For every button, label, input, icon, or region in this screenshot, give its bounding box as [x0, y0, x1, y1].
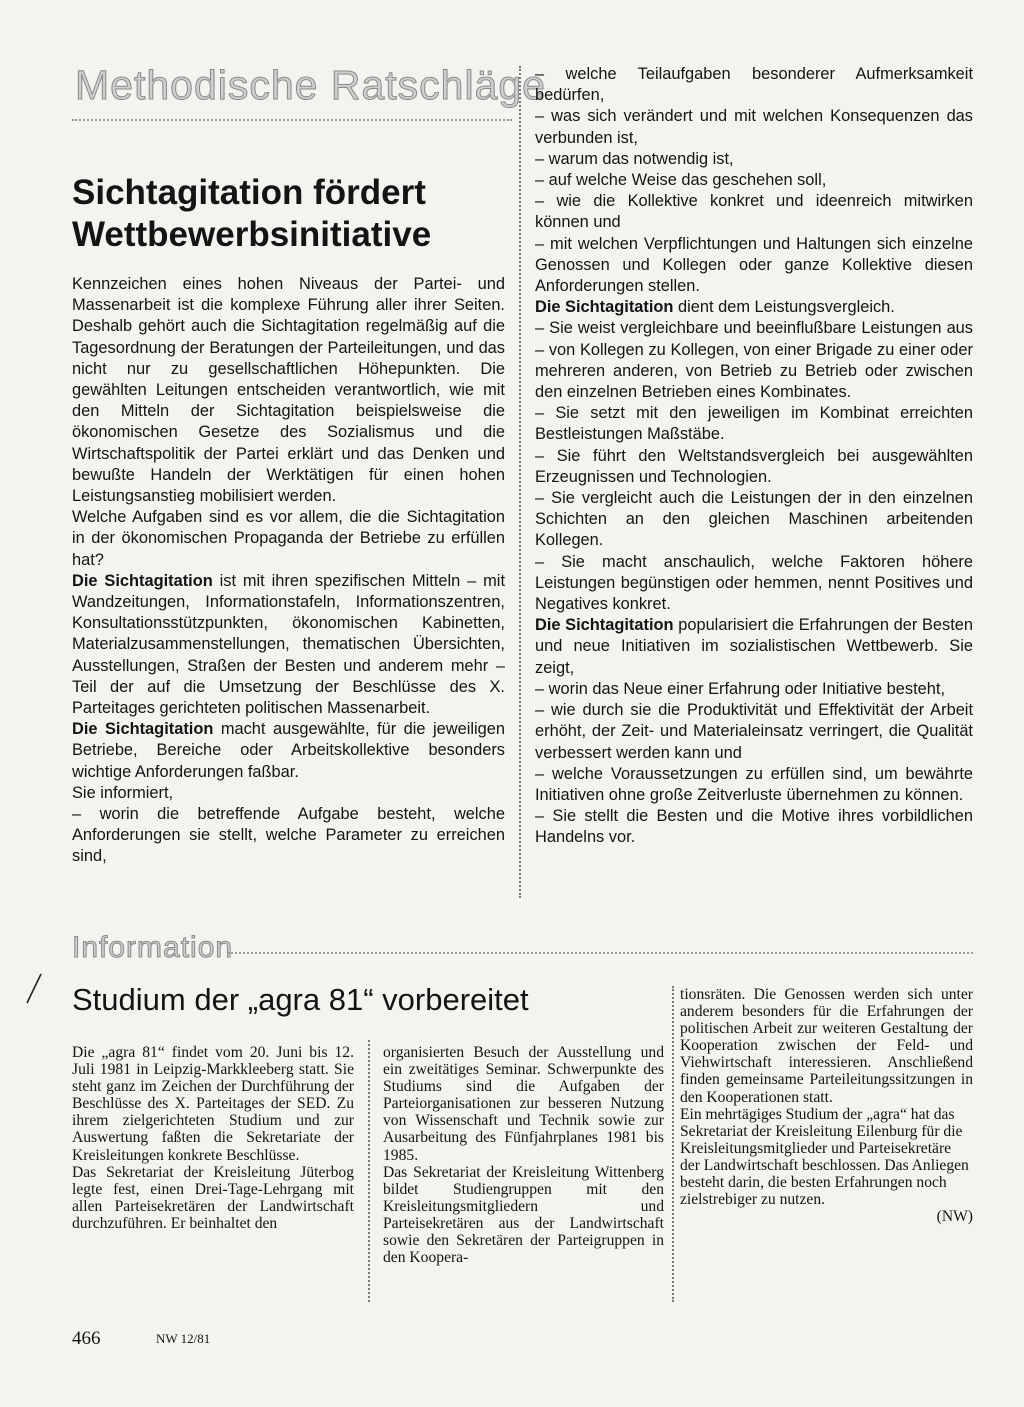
info-divider-2: [672, 986, 674, 1302]
list-item: – Sie führt den Weltstandsvergleich bei ausgewählten Erzeugnissen und Technologien.: [535, 446, 973, 486]
bold-lead: Die Sichtagitation: [535, 616, 674, 635]
info-kicker: Information: [72, 931, 234, 964]
list-item: – wie durch sie die Produktivität und Effektivität der Arbeit erhöht, der Zeit- und Materialeinsatz verringert, die Qualität verbessert werden kann und: [535, 701, 973, 762]
page-number: 466: [72, 1328, 101, 1349]
margin-stroke-mark: [24, 972, 44, 1006]
paragraph: tionsräten. Die Genossen werden sich unter anderem besonders für die Erfahrungen der politischen Arbeit zur weiteren Gestaltung der Kooperation zwischen der Feld- und Viehwirtschaft interessieren. Anschließend finden gemeinsame Parteileitungssitzungen in den Kooperationen statt.: [680, 986, 973, 1106]
paragraph: Das Sekretariat der Kreisleitung Jüterbog legte fest, einen Drei-Tage-Lehrgang mit allen Parteisekretären der Landwirtschaft durchzuführen. Er beinhaltet den: [72, 1163, 354, 1232]
bold-lead: Die Sichtagitation: [72, 571, 213, 590]
list-item: – wie die Kollektive konkret und ideenreich mitwirken können und: [535, 192, 973, 232]
info-divider-1: [368, 1040, 370, 1302]
kicker-rule: [72, 119, 512, 121]
info-column-1: [72, 1044, 354, 1232]
list-item: – auf welche Weise das geschehen soll,: [535, 171, 827, 190]
list-item: – was sich verändert und mit welchen Konsequenzen das verbunden ist,: [535, 107, 973, 147]
info-rule: [228, 952, 973, 954]
bold-lead: Die Sichtagitation: [72, 720, 214, 739]
paragraph: – worin die betreffende Aufgabe besteht, welche Anforderungen sie stellt, welche Parameter zu erreichen sind,: [72, 805, 505, 866]
list-item: – Sie setzt mit den jeweiligen im Kombinat erreichten Bestleistungen Maßstäbe.: [535, 404, 973, 444]
list-item: – Sie macht anschaulich, welche Faktoren höhere Leistungen begünstigen oder hemmen, nennt Positives und Negatives konkret.: [535, 552, 973, 614]
paragraph: Welche Aufgaben sind es vor allem, die die Sichtagitation in der ökonomischen Propaganda der Betriebe zu erfüllen hat?: [72, 508, 505, 569]
article-column-2: [535, 64, 973, 849]
info-column-2: [383, 1044, 664, 1266]
paragraph: Die „agra 81“ findet vom 20. Juni bis 12. Juli 1981 in Leipzig-Markkleeberg statt. Sie steht ganz im Zeichen der Durchführung der Beschlüsse des X. Parteitages der SED. Zu ihrem zielgerichteten Studium und zur Auswertung faßten die Sekretariate der Kreisleitungen konkrete Beschlüsse.: [72, 1044, 354, 1164]
list-item: – worin das Neue einer Erfahrung oder Initiative besteht,: [535, 679, 946, 698]
paragraph: organisierten Besuch der Ausstellung und ein zweitätiges Seminar. Schwerpunkte des Studiums sind die Aufgaben der Parteiorganisationen zur besseren Nutzung von Wissenschaft und Technik sowie zur Ausarbeitung des Fünfjahrplanes 1981 bis 1985.: [383, 1044, 664, 1164]
signature: (NW): [936, 1208, 973, 1226]
paragraph: Die Sichtagitation dient dem Leistungsvergleich.: [535, 298, 895, 317]
list-item: – warum das notwendig ist,: [535, 149, 734, 168]
section-kicker: Methodische Ratschläge: [75, 62, 546, 108]
paragraph: Die Sichtagitation ist mit ihren spezifischen Mitteln – mit Wandzeitungen, Informationstafeln, Informationszentren, Konsultationsstützpunkten, ökonomischen Kabinetten, Materialzusammenstellungen, thematischen Übersichten, Ausstellungen, Straßen der Besten und anderem mehr – Teil der auf die Umsetzung der Beschlüsse des X. Parteitages gerichteten politischen Massenarbeit.: [72, 571, 505, 718]
article-column-1: [72, 274, 505, 868]
list-item: – welche Teilaufgaben besonderer Aufmerksamkeit bedürfen,: [535, 65, 973, 105]
paragraph: Ein mehrtägiges Studium der „agra“ hat das Sekretariat der Kreisleitung Eilenburg für die Kreisleitungsmitglieder und Parteisekretäre der Landwirtschaft beschlossen. Das Anliegen besteht darin, die besten Erfahrungen noch zielstrebiger zu nutzen.: [680, 1105, 969, 1209]
paragraph: Die Sichtagitation macht ausgewählte, für die jeweiligen Betriebe, Bereiche oder Arbeitskollektive besonders wichtige Anforderungen faßbar.: [72, 720, 505, 781]
headline-line-1: Sichtagitation fördert: [72, 173, 426, 212]
column-divider: [519, 66, 521, 898]
issue-label: NW 12/81: [156, 1331, 211, 1346]
list-item: – Sie stellt die Besten und die Motive ihres vorbildlichen Handelns vor.: [535, 807, 973, 847]
article-headline: [72, 172, 431, 256]
paragraph: Kennzeichen eines hohen Niveaus der Partei- und Massenarbeit ist die komplexe Führung aller ihrer Seiten. Deshalb gehört auch die Sichtagitation regelmäßig auf die Tagesordnung der Beratungen der Parteileitungen, und das nicht nur zu gesellschaftlichen Höhepunkten. Die gewählten Leitungen entscheiden verantwortlich, wie mit den Mitteln der Sichtagitation beispielsweise die ökonomischen Gesetze des Sozialismus und die Wirtschaftspolitik der Partei erklärt und das Denken und bewußte Handeln der Werktätigen für einen hohen Leistungsanstieg mobilisiert werden.: [72, 275, 505, 506]
list-item: – Sie vergleicht auch die Leistungen der in den einzelnen Schichten an den gleichen Maschinen arbeitenden Kollegen.: [535, 489, 973, 550]
info-column-3: [680, 986, 973, 1225]
paragraph: Das Sekretariat der Kreisleitung Wittenberg bildet Studiengruppen mit den Kreisleitungsmitgliedern und Parteisekretären aus der Landwirtschaft sowie den Sekretären der Parteigruppen in den Koopera-: [383, 1163, 664, 1267]
info-headline: Studium der „agra 81“ vorbereitet: [72, 982, 529, 1017]
list-item: – Sie weist vergleichbare und beeinflußbare Leistungen aus – von Kollegen zu Kollegen, von einer Brigade zu einer oder mehreren anderen, von Betrieb zu Betrieb oder zwischen den einzelnen Betrieben eines Kombinates.: [535, 319, 973, 402]
bold-lead: Die Sichtagitation: [535, 298, 674, 317]
list-item: – mit welchen Verpflichtungen und Haltungen sich einzelne Genossen und Kollegen oder ganze Kollektive diesen Anforderungen stellen.: [535, 234, 973, 296]
paragraph: Sie informiert,: [72, 783, 174, 802]
list-item: – welche Voraussetzungen zu erfüllen sind, um bewährte Initiativen ohne große Zeitverluste übernehmen zu können.: [535, 764, 973, 804]
signature-line: [680, 1208, 973, 1225]
headline-line-2: Wettbewerbsinitiative: [72, 215, 432, 254]
paragraph: Die Sichtagitation popularisiert die Erfahrungen der Besten und neue Initiativen im sozialistischen Wettbewerb. Sie zeigt,: [535, 616, 973, 677]
